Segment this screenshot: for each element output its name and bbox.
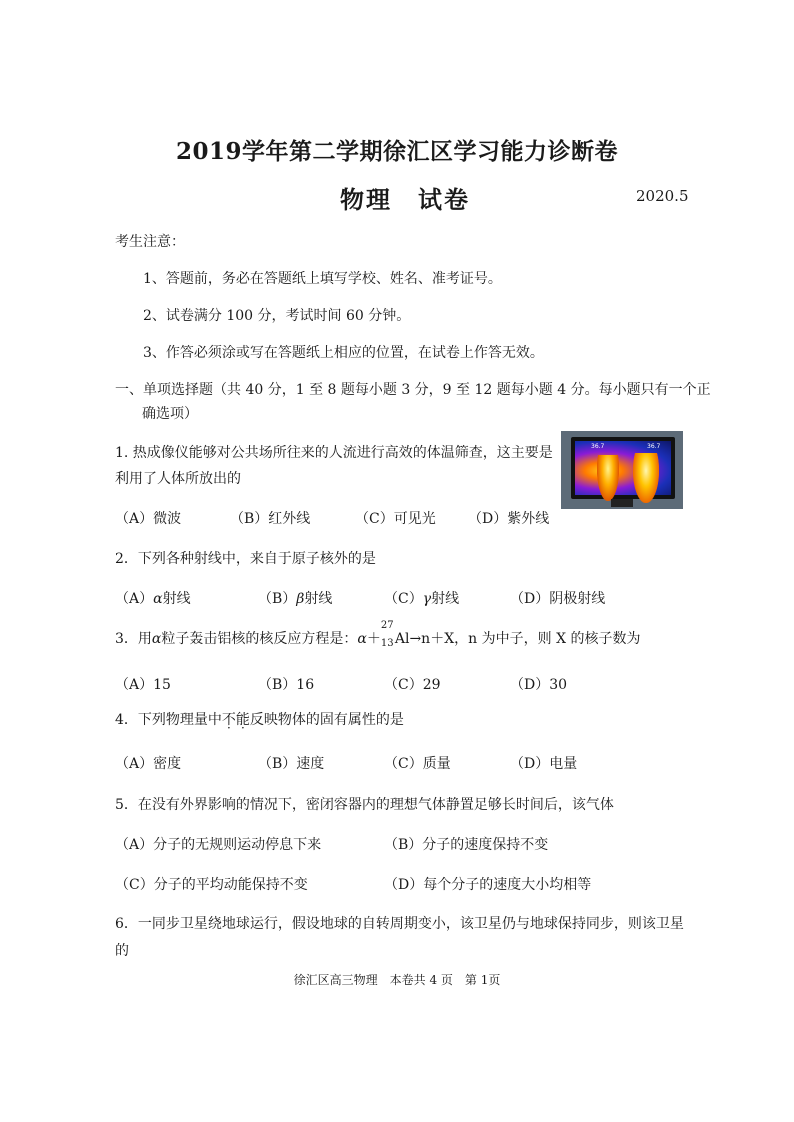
q3-option-b: （B）16 — [258, 677, 315, 693]
person-heat-silhouette-1 — [597, 455, 619, 501]
option-label: （B） — [258, 591, 297, 607]
q2-option-b — [258, 588, 332, 608]
exam-date: 2020.5 — [636, 187, 689, 205]
q3-option-c: （C）29 — [384, 677, 441, 693]
q2-option-d — [510, 588, 605, 608]
q3-stem-part-a: 3．用 — [115, 631, 152, 647]
temperature-readout-right: 36.7 — [647, 443, 661, 450]
q2-option-a — [115, 588, 191, 608]
section-heading-line2: 确选项） — [142, 406, 198, 422]
temperature-readout-left: 36.7 — [591, 443, 605, 450]
q5-option-c: （C）分子的平均动能保持不变 — [115, 877, 308, 893]
notice-item-1: 1、答题前，务必在答题纸上填写学校、姓名、准考证号。 — [143, 271, 502, 287]
q3-option-a: （A）15 — [115, 677, 171, 693]
greek-symbol: α — [153, 591, 163, 607]
option-label: （C） — [384, 591, 423, 607]
q2-option-c — [384, 588, 459, 608]
emphasis-char: 不 — [221, 712, 236, 728]
nuclide-notation — [381, 620, 395, 650]
option-text: 射线 — [304, 591, 333, 607]
option-label: （A） — [115, 591, 154, 607]
monitor-stand — [611, 499, 633, 507]
q1-option-c: （C）可见光 — [355, 511, 436, 527]
plus-sign: ＋ — [366, 631, 381, 647]
q1-option-b: （B）红外线 — [230, 511, 311, 527]
q5-option-b: （B）分子的速度保持不变 — [384, 837, 549, 853]
notice-heading: 考生注意： — [115, 234, 185, 250]
q6-stem-line1: 6．一同步卫星绕地球运行，假设地球的自转周期变小，该卫星仍与地球保持同步，则该卫星 — [115, 916, 684, 932]
option-text: 阴极射线 — [549, 591, 606, 607]
option-label: （D） — [510, 591, 550, 607]
mass-number: 27 — [380, 620, 394, 631]
thermal-imaging-photo — [561, 431, 683, 509]
greek-symbol: β — [296, 591, 305, 607]
q4-stem-part-a: 4．下列物理量中 — [115, 712, 222, 728]
section-heading-line1: 一、单项选择题（共 40 分，1 至 8 题每小题 3 分，9 至 12 题每小题 4 分。每小题只有一个正 — [115, 382, 711, 398]
greek-symbol: γ — [422, 591, 432, 607]
q5-option-d: （D）每个分子的速度大小均相等 — [384, 877, 592, 893]
q4-option-b: （B）速度 — [258, 756, 325, 772]
exam-title: 2019学年第二学期徐汇区学习能力诊断卷 — [175, 138, 618, 165]
q3-stem-part-b: 粒子轰击铝核的核反应方程是： — [161, 631, 358, 647]
notice-item-3: 3、作答必须涂或写在答题纸上相应的位置，在试卷上作答无效。 — [143, 345, 544, 361]
atomic-number: 13 — [380, 638, 394, 649]
option-text: 射线 — [162, 591, 191, 607]
q5-option-a: （A）分子的无规则运动停息下来 — [115, 837, 322, 853]
q4-stem — [115, 709, 404, 729]
q6-stem-line2: 的 — [115, 943, 129, 959]
alpha-symbol: α — [151, 631, 162, 647]
q3-option-d: （D）30 — [510, 677, 568, 693]
element-symbol: Al — [394, 631, 410, 647]
q1-option-a: （A）微波 — [115, 511, 182, 527]
q3-stem — [115, 620, 641, 654]
q4-option-d: （D）电量 — [510, 756, 578, 772]
notice-item-2: 2、试卷满分 100 分，考试时间 60 分钟。 — [143, 308, 411, 324]
alpha-symbol: α — [357, 631, 367, 647]
q4-option-c: （C）质量 — [384, 756, 451, 772]
q1-stem-line2: 利用了人体所放出的 — [115, 471, 241, 487]
q3-stem-part-c: →n＋X，n 为中子，则 X 的核子数为 — [409, 631, 641, 647]
q1-option-d: （D）紫外线 — [468, 511, 550, 527]
q4-stem-part-b: 反映物体的固有属性的是 — [249, 712, 404, 728]
emphasis-char: 能 — [235, 712, 250, 728]
person-heat-silhouette-2 — [633, 453, 659, 503]
option-text: 射线 — [431, 591, 460, 607]
exam-subtitle: 物理 试卷 — [340, 185, 470, 214]
q2-stem: 2．下列各种射线中，来自于原子核外的是 — [115, 551, 376, 567]
page-footer: 徐汇区高三物理 本卷共 4 页 第 1页 — [293, 973, 501, 987]
q5-stem: 5．在没有外界影响的情况下，密闭容器内的理想气体静置足够长时间后，该气体 — [115, 797, 614, 813]
q4-option-a: （A）密度 — [115, 756, 182, 772]
q1-stem-line1: 1. 热成像仪能够对公共场所往来的人流进行高效的体温筛查，这主要是 — [115, 445, 553, 461]
